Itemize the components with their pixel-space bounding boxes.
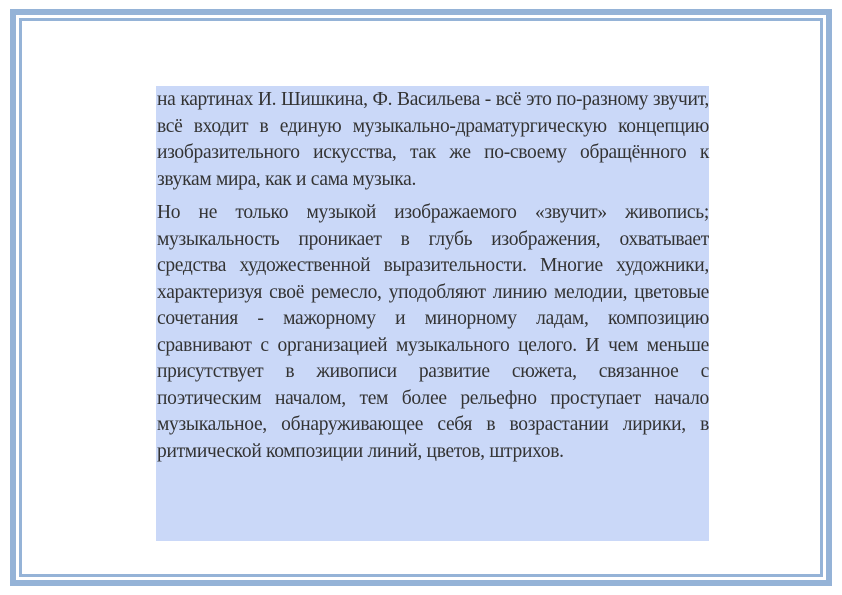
- paragraph-2: Но не только музыкой изображаемого «звучит» живопись; музыкальность проникает в глубь изображения, охватывает средства художественной выразительности. Многие художники, характеризуя своё ремесло, уподобляют линию мелодии, цветовые сочетания - мажорному и минорному ладам, композицию сравнивают с организацией музыкального целого. И чем меньше присутствует в живописи развитие сюжета, связанное с поэтическим началом, тем более рельефно проступает начало музыкальное, обнаруживающее себя в возрастании лирики, в ритмической композиции линий, цветов, штрихов.: [157, 202, 709, 462]
- paragraph-1: на картинах И. Шишкина, Ф. Васильева - всё это по-разному звучит, всё входит в единую музыкально-драматургическую концепцию изобразительного искусства, так же по-своему обращённого к звукам мира, как и сама музыка.: [157, 89, 709, 190]
- text-block: [156, 86, 709, 541]
